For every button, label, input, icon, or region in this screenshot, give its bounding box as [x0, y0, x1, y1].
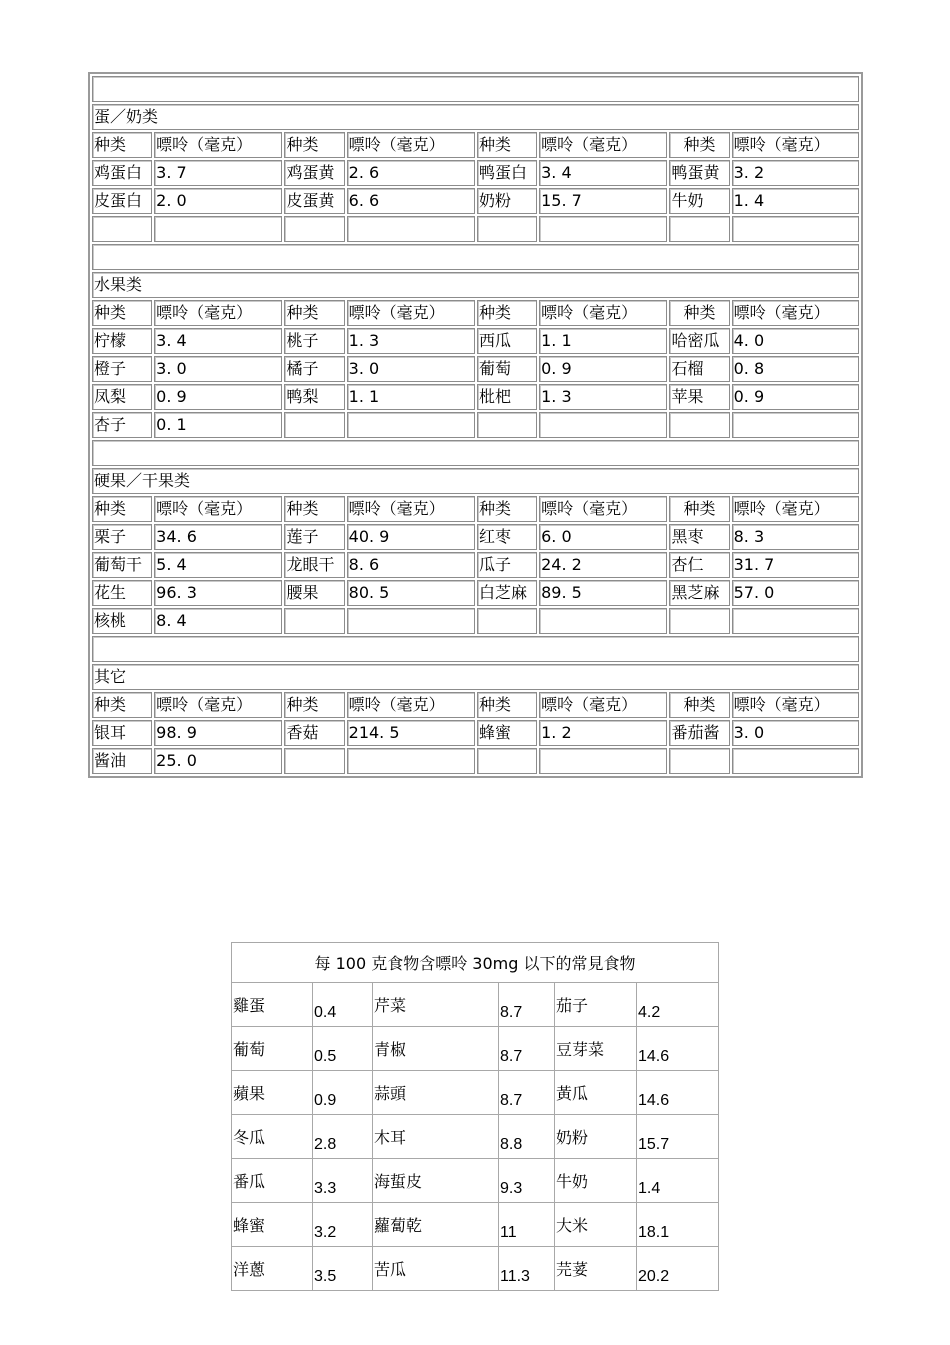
purine-value: 3. 0	[154, 356, 282, 382]
food-name: 白芝麻	[477, 580, 537, 606]
food-name: 奶粉	[555, 1115, 637, 1159]
purine-value: 8.8	[499, 1115, 555, 1159]
food-name: 鸭梨	[284, 384, 344, 410]
header-purine: 嘌呤（毫克）	[539, 132, 667, 158]
table-row	[232, 1247, 719, 1291]
food-name: 冬瓜	[232, 1115, 313, 1159]
food-name: 洋蔥	[232, 1247, 313, 1291]
header-kind: 种类	[477, 496, 537, 522]
table-row	[92, 608, 859, 634]
food-name	[284, 748, 344, 774]
purine-value: 14.6	[637, 1027, 719, 1071]
food-name: 蜂蜜	[232, 1203, 313, 1247]
table-row	[92, 160, 859, 186]
food-name: 石榴	[669, 356, 729, 382]
header-kind: 种类	[284, 132, 344, 158]
table-row	[92, 748, 859, 774]
section-title-row	[92, 272, 859, 298]
header-purine: 嘌呤（毫克）	[154, 496, 282, 522]
purine-value: 1. 4	[732, 188, 859, 214]
table-row	[92, 216, 859, 242]
food-name	[669, 216, 729, 242]
food-name: 豆芽菜	[555, 1027, 637, 1071]
purine-value: 9.3	[499, 1159, 555, 1203]
table-row	[92, 328, 859, 354]
header-kind: 种类	[669, 300, 729, 326]
purine-value: 8.7	[499, 1071, 555, 1115]
purine-value: 1.4	[637, 1159, 719, 1203]
food-name: 栗子	[92, 524, 152, 550]
purine-value: 3. 4	[154, 328, 282, 354]
header-kind: 种类	[477, 692, 537, 718]
food-name: 鸭蛋白	[477, 160, 537, 186]
food-name: 酱油	[92, 748, 152, 774]
food-name: 牛奶	[555, 1159, 637, 1203]
purine-value: 2. 0	[154, 188, 282, 214]
food-name: 牛奶	[669, 188, 729, 214]
food-name: 枇杷	[477, 384, 537, 410]
food-name: 哈密瓜	[669, 328, 729, 354]
header-purine: 嘌呤（毫克）	[154, 692, 282, 718]
purine-value: 18.1	[637, 1203, 719, 1247]
purine-value	[539, 412, 667, 438]
food-name	[284, 608, 344, 634]
food-name	[669, 412, 729, 438]
food-name: 葡萄干	[92, 552, 152, 578]
food-name: 奶粉	[477, 188, 537, 214]
food-name: 芹菜	[373, 983, 499, 1027]
purine-value: 1. 3	[539, 384, 667, 410]
spacer-cell	[92, 76, 859, 102]
purine-value: 3.2	[313, 1203, 373, 1247]
purine-value: 3. 7	[154, 160, 282, 186]
food-name	[477, 412, 537, 438]
purine-value: 0.5	[313, 1027, 373, 1071]
purine-value: 3. 0	[732, 720, 859, 746]
purine-value	[347, 608, 475, 634]
food-name	[92, 216, 152, 242]
header-purine: 嘌呤（毫克）	[347, 132, 475, 158]
header-kind: 种类	[669, 692, 729, 718]
purine-value: 1. 2	[539, 720, 667, 746]
purine-value: 8.7	[499, 983, 555, 1027]
section-title-row	[92, 664, 859, 690]
purine-value: 15. 7	[539, 188, 667, 214]
purine-value: 3.3	[313, 1159, 373, 1203]
purine-value	[732, 608, 859, 634]
header-purine: 嘌呤（毫克）	[732, 692, 859, 718]
food-name: 杏仁	[669, 552, 729, 578]
purine-value: 40. 9	[347, 524, 475, 550]
food-name: 苦瓜	[373, 1247, 499, 1291]
spacer-row	[92, 440, 859, 466]
header-kind: 种类	[477, 132, 537, 158]
purine-value: 8. 3	[732, 524, 859, 550]
food-name: 红枣	[477, 524, 537, 550]
food-name: 黑芝麻	[669, 580, 729, 606]
purine-value: 4.2	[637, 983, 719, 1027]
food-name: 桃子	[284, 328, 344, 354]
purine-value: 98. 9	[154, 720, 282, 746]
food-name: 大米	[555, 1203, 637, 1247]
table-row	[92, 356, 859, 382]
food-name: 西瓜	[477, 328, 537, 354]
spacer-row	[92, 636, 859, 662]
food-name: 葡萄	[477, 356, 537, 382]
header-row	[92, 300, 859, 326]
purine-value	[347, 748, 475, 774]
purine-table-by-category	[88, 72, 863, 778]
purine-value: 80. 5	[347, 580, 475, 606]
spacer-row	[92, 76, 859, 102]
section-title-row	[92, 468, 859, 494]
food-name: 蘋果	[232, 1071, 313, 1115]
purine-value: 8. 4	[154, 608, 282, 634]
section-title: 硬果／干果类	[92, 468, 859, 494]
header-row	[92, 496, 859, 522]
purine-value: 15.7	[637, 1115, 719, 1159]
purine-value: 8. 6	[347, 552, 475, 578]
purine-value: 11	[499, 1203, 555, 1247]
table-row	[232, 1027, 719, 1071]
food-name: 蘿蔔乾	[373, 1203, 499, 1247]
food-name: 雞蛋	[232, 983, 313, 1027]
food-name	[477, 216, 537, 242]
header-kind: 种类	[92, 132, 152, 158]
purine-value: 57. 0	[732, 580, 859, 606]
low-purine-foods-table	[231, 942, 719, 1291]
table-row	[92, 720, 859, 746]
table-row	[92, 524, 859, 550]
table-row	[232, 1071, 719, 1115]
food-name: 葡萄	[232, 1027, 313, 1071]
purine-value: 25. 0	[154, 748, 282, 774]
header-purine: 嘌呤（毫克）	[154, 300, 282, 326]
header-kind: 种类	[477, 300, 537, 326]
purine-value: 2. 6	[347, 160, 475, 186]
food-name: 核桃	[92, 608, 152, 634]
section-title-row	[92, 104, 859, 130]
food-name: 橙子	[92, 356, 152, 382]
purine-value: 34. 6	[154, 524, 282, 550]
table-row	[232, 983, 719, 1027]
header-purine: 嘌呤（毫克）	[732, 496, 859, 522]
purine-value	[154, 216, 282, 242]
header-kind: 种类	[92, 300, 152, 326]
purine-value: 31. 7	[732, 552, 859, 578]
food-name: 茄子	[555, 983, 637, 1027]
purine-value	[539, 608, 667, 634]
purine-value: 0. 9	[154, 384, 282, 410]
purine-value: 8.7	[499, 1027, 555, 1071]
table-caption: 每 100 克食物含嘌呤 30mg 以下的常見食物	[232, 943, 719, 983]
table-row	[232, 1115, 719, 1159]
food-name	[284, 216, 344, 242]
header-kind: 种类	[669, 496, 729, 522]
header-purine: 嘌呤（毫克）	[154, 132, 282, 158]
food-name: 海蜇皮	[373, 1159, 499, 1203]
food-name	[284, 412, 344, 438]
purine-value: 0.4	[313, 983, 373, 1027]
header-purine: 嘌呤（毫克）	[539, 300, 667, 326]
food-name: 皮蛋白	[92, 188, 152, 214]
food-name: 龙眼干	[284, 552, 344, 578]
purine-value: 89. 5	[539, 580, 667, 606]
header-purine: 嘌呤（毫克）	[732, 300, 859, 326]
food-name: 番茄酱	[669, 720, 729, 746]
header-kind: 种类	[284, 300, 344, 326]
food-name: 银耳	[92, 720, 152, 746]
header-kind: 种类	[284, 692, 344, 718]
purine-value: 11.3	[499, 1247, 555, 1291]
purine-value: 0.9	[313, 1071, 373, 1115]
header-row	[92, 132, 859, 158]
purine-value: 1. 3	[347, 328, 475, 354]
purine-value	[347, 412, 475, 438]
food-name: 杏子	[92, 412, 152, 438]
purine-value	[732, 216, 859, 242]
header-purine: 嘌呤（毫克）	[732, 132, 859, 158]
food-name	[477, 608, 537, 634]
header-purine: 嘌呤（毫克）	[347, 496, 475, 522]
purine-value: 0. 9	[732, 384, 859, 410]
purine-value: 20.2	[637, 1247, 719, 1291]
header-kind: 种类	[92, 692, 152, 718]
food-name: 莲子	[284, 524, 344, 550]
purine-value: 14.6	[637, 1071, 719, 1115]
header-row	[92, 692, 859, 718]
food-name: 鸭蛋黄	[669, 160, 729, 186]
food-name: 木耳	[373, 1115, 499, 1159]
purine-value: 1. 1	[347, 384, 475, 410]
food-name: 香菇	[284, 720, 344, 746]
spacer-cell	[92, 244, 859, 270]
header-kind: 种类	[669, 132, 729, 158]
table-row	[92, 412, 859, 438]
purine-value	[347, 216, 475, 242]
section-title: 蛋／奶类	[92, 104, 859, 130]
header-purine: 嘌呤（毫克）	[347, 300, 475, 326]
purine-value	[732, 748, 859, 774]
food-name: 鸡蛋黄	[284, 160, 344, 186]
spacer-row	[92, 244, 859, 270]
purine-value: 2.8	[313, 1115, 373, 1159]
purine-value: 4. 0	[732, 328, 859, 354]
spacer-cell	[92, 636, 859, 662]
food-name: 鸡蛋白	[92, 160, 152, 186]
food-name: 蒜頭	[373, 1071, 499, 1115]
purine-value: 96. 3	[154, 580, 282, 606]
purine-value: 0. 1	[154, 412, 282, 438]
purine-value: 5. 4	[154, 552, 282, 578]
food-name: 花生	[92, 580, 152, 606]
purine-value: 24. 2	[539, 552, 667, 578]
food-name: 番瓜	[232, 1159, 313, 1203]
purine-value: 3. 0	[347, 356, 475, 382]
spacer-cell	[92, 440, 859, 466]
purine-value	[539, 748, 667, 774]
food-name	[669, 608, 729, 634]
purine-value: 3.5	[313, 1247, 373, 1291]
food-name: 芫荽	[555, 1247, 637, 1291]
table-row	[232, 1159, 719, 1203]
section-title: 水果类	[92, 272, 859, 298]
table-row	[92, 580, 859, 606]
header-purine: 嘌呤（毫克）	[539, 496, 667, 522]
food-name	[477, 748, 537, 774]
purine-value: 1. 1	[539, 328, 667, 354]
food-name: 黑枣	[669, 524, 729, 550]
header-purine: 嘌呤（毫克）	[347, 692, 475, 718]
header-kind: 种类	[284, 496, 344, 522]
food-name: 青椒	[373, 1027, 499, 1071]
table-row	[232, 1203, 719, 1247]
purine-value: 0. 8	[732, 356, 859, 382]
food-name: 瓜子	[477, 552, 537, 578]
header-purine: 嘌呤（毫克）	[539, 692, 667, 718]
food-name: 柠檬	[92, 328, 152, 354]
purine-value	[732, 412, 859, 438]
food-name: 橘子	[284, 356, 344, 382]
food-name: 腰果	[284, 580, 344, 606]
food-name: 苹果	[669, 384, 729, 410]
purine-value: 3. 4	[539, 160, 667, 186]
purine-value: 6. 0	[539, 524, 667, 550]
header-kind: 种类	[92, 496, 152, 522]
purine-value: 6. 6	[347, 188, 475, 214]
purine-value: 0. 9	[539, 356, 667, 382]
purine-value	[539, 216, 667, 242]
food-name: 蜂蜜	[477, 720, 537, 746]
section-title: 其它	[92, 664, 859, 690]
table-row	[92, 188, 859, 214]
table-row	[92, 384, 859, 410]
purine-value: 3. 2	[732, 160, 859, 186]
table-row	[92, 552, 859, 578]
purine-value: 214. 5	[347, 720, 475, 746]
food-name: 黃瓜	[555, 1071, 637, 1115]
food-name	[669, 748, 729, 774]
food-name: 皮蛋黄	[284, 188, 344, 214]
food-name: 凤梨	[92, 384, 152, 410]
